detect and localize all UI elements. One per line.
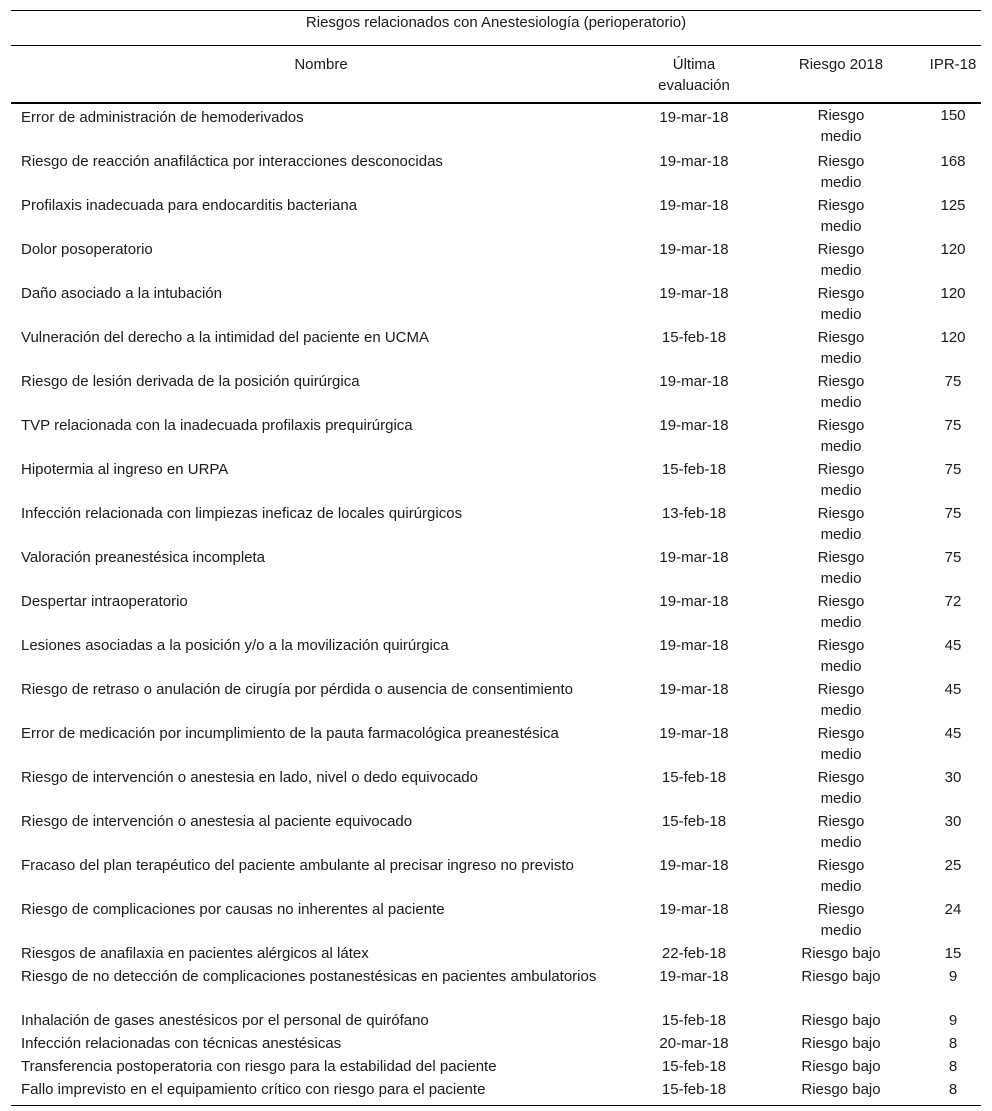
table-row (11, 1078, 981, 1106)
cell-name: Riesgo de intervención o anestesia al paciente equivocado (21, 813, 413, 830)
cell-ipr: 125 (940, 197, 966, 214)
cell-ipr: 120 (940, 285, 966, 302)
cell-ipr: 15 (944, 945, 962, 962)
cell-risk: Riesgo medio (817, 725, 865, 763)
cell-risk: Riesgo medio (817, 285, 865, 323)
table-row (11, 942, 981, 965)
header-last-evaluation: Última evaluación (631, 46, 757, 104)
cell-name: Vulneración del derecho a la intimidad del paciente en UCMA (21, 329, 430, 346)
cell-ipr: 30 (944, 813, 962, 830)
cell-name: Profilaxis inadecuada para endocarditis bacteriana (21, 197, 358, 214)
cell-last-evaluation: 19-mar-18 (659, 109, 729, 126)
cell-name: Riesgos de anafilaxia en pacientes alérgicos al látex (21, 945, 369, 962)
table-row (11, 678, 981, 722)
cell-risk: Riesgo medio (817, 417, 865, 455)
cell-last-evaluation: 19-mar-18 (659, 373, 729, 390)
cell-risk: Riesgo medio (817, 901, 865, 939)
cell-name: Inhalación de gases anestésicos por el personal de quirófano (21, 1012, 429, 1029)
table-row (11, 1032, 981, 1055)
cell-name: Transferencia postoperatoria con riesgo para la estabilidad del paciente (21, 1058, 497, 1075)
cell-last-evaluation: 19-mar-18 (659, 637, 729, 654)
risk-table (11, 10, 981, 1106)
cell-risk: Riesgo bajo (801, 1058, 881, 1075)
table-row (11, 1009, 981, 1032)
table-row (11, 546, 981, 590)
cell-name: Hipotermia al ingreso en URPA (21, 461, 229, 478)
cell-name: Lesiones asociadas a la posición y/o a la movilización quirúrgica (21, 637, 449, 654)
cell-last-evaluation: 19-mar-18 (659, 549, 729, 566)
cell-risk: Riesgo medio (817, 769, 865, 807)
cell-ipr: 30 (944, 769, 962, 786)
cell-ipr: 150 (940, 107, 966, 124)
cell-last-evaluation: 19-mar-18 (659, 901, 729, 918)
cell-risk: Riesgo medio (817, 681, 865, 719)
cell-name: Riesgo de lesión derivada de la posición quirúrgica (21, 373, 360, 390)
cell-name: Infección relacionada con limpiezas ineficaz de locales quirúrgicos (21, 505, 463, 522)
table-row (11, 414, 981, 458)
cell-name: Riesgo de intervención o anestesia en lado, nivel o dedo equivocado (21, 769, 478, 786)
cell-ipr: 25 (944, 857, 962, 874)
cell-ipr: 9 (948, 968, 958, 985)
table-row (11, 590, 981, 634)
cell-ipr: 120 (940, 241, 966, 258)
table-row (11, 238, 981, 282)
table-caption: Riesgos relacionados con Anestesiología (perioperatorio) (11, 11, 981, 46)
cell-name: Infección relacionadas con técnicas anestésicas (21, 1035, 342, 1052)
cell-ipr: 45 (944, 725, 962, 742)
cell-risk: Riesgo medio (817, 373, 865, 411)
cell-ipr: 75 (944, 461, 962, 478)
cell-last-evaluation: 19-mar-18 (659, 725, 729, 742)
table-row (11, 810, 981, 854)
table-row (11, 103, 981, 150)
cell-name: Riesgo de no detección de complicaciones postanestésicas en pacientes ambulatorios (21, 968, 597, 985)
cell-last-evaluation: 22-feb-18 (661, 945, 727, 962)
cell-last-evaluation: 15-feb-18 (661, 769, 727, 786)
table-row (11, 458, 981, 502)
cell-ipr: 24 (944, 901, 962, 918)
table-row (11, 722, 981, 766)
cell-name: Fallo imprevisto en el equipamiento crítico con riesgo para el paciente (11, 1078, 631, 1106)
cell-name: Error de administración de hemoderivados (21, 109, 304, 126)
cell-ipr: 8 (925, 1078, 981, 1106)
cell-risk: Riesgo bajo (801, 1012, 881, 1029)
cell-risk: Riesgo bajo (801, 968, 881, 985)
cell-last-evaluation: 15-feb-18 (661, 1058, 727, 1075)
cell-risk: Riesgo medio (817, 813, 865, 851)
cell-last-evaluation: 15-feb-18 (661, 329, 727, 346)
cell-ipr: 72 (944, 593, 962, 610)
cell-ipr: 8 (948, 1058, 958, 1075)
cell-name: Dolor posoperatorio (21, 241, 153, 258)
cell-last-evaluation: 19-mar-18 (659, 197, 729, 214)
header-row (11, 46, 981, 104)
cell-last-evaluation: 15-feb-18 (661, 1012, 727, 1029)
cell-risk: Riesgo medio (817, 197, 865, 235)
table-row (11, 634, 981, 678)
cell-risk: Riesgo medio (817, 153, 865, 191)
cell-risk: Riesgo bajo (757, 1078, 925, 1106)
table-row (11, 898, 981, 942)
cell-risk: Riesgo medio (817, 329, 865, 367)
cell-ipr: 45 (944, 637, 962, 654)
cell-name: Riesgo de retraso o anulación de cirugía por pérdida o ausencia de consentimiento (21, 681, 574, 698)
table-row (11, 965, 981, 1009)
cell-ipr: 75 (944, 549, 962, 566)
cell-last-evaluation: 19-mar-18 (659, 593, 729, 610)
cell-risk: Riesgo medio (817, 505, 865, 543)
header-risk-2018: Riesgo 2018 (757, 46, 925, 104)
cell-last-evaluation: 19-mar-18 (659, 681, 729, 698)
table-row (11, 766, 981, 810)
table-row (11, 282, 981, 326)
cell-risk: Riesgo medio (817, 549, 865, 587)
table-body (11, 103, 981, 1106)
cell-last-evaluation: 19-mar-18 (659, 153, 729, 170)
cell-ipr: 75 (944, 505, 962, 522)
cell-risk: Riesgo bajo (801, 945, 881, 962)
cell-name: TVP relacionada con la inadecuada profilaxis prequirúrgica (21, 417, 413, 434)
cell-name: Riesgo de complicaciones por causas no inherentes al paciente (21, 901, 445, 918)
cell-last-evaluation: 19-mar-18 (659, 968, 729, 985)
cell-risk: Riesgo medio (817, 241, 865, 279)
cell-last-evaluation: 15-feb-18 (661, 461, 727, 478)
table-row (11, 502, 981, 546)
cell-last-evaluation: 15-feb-18 (631, 1078, 757, 1106)
cell-last-evaluation: 13-feb-18 (661, 505, 727, 522)
table-row (11, 370, 981, 414)
risk-table-container (11, 10, 981, 1106)
cell-last-evaluation: 20-mar-18 (659, 1035, 729, 1052)
table-row (11, 854, 981, 898)
cell-ipr: 75 (944, 373, 962, 390)
cell-name: Daño asociado a la intubación (21, 285, 222, 302)
cell-last-evaluation: 19-mar-18 (659, 241, 729, 258)
cell-risk: Riesgo medio (817, 107, 865, 145)
table-row (11, 194, 981, 238)
table-row (11, 326, 981, 370)
header-ipr-18: IPR-18 (925, 46, 981, 104)
cell-name: Fracaso del plan terapéutico del paciente ambulante al precisar ingreso no previsto (21, 857, 574, 874)
cell-last-evaluation: 15-feb-18 (661, 813, 727, 830)
cell-last-evaluation: 19-mar-18 (659, 285, 729, 302)
cell-risk: Riesgo medio (817, 461, 865, 499)
cell-risk: Riesgo bajo (801, 1035, 881, 1052)
table-row (11, 150, 981, 194)
cell-ipr: 45 (944, 681, 962, 698)
cell-ipr: 9 (948, 1012, 958, 1029)
cell-last-evaluation: 19-mar-18 (659, 417, 729, 434)
table-row (11, 1055, 981, 1078)
cell-name: Despertar intraoperatorio (21, 593, 188, 610)
cell-name: Error de medicación por incumplimiento de la pauta farmacológica preanestésica (21, 725, 559, 742)
cell-ipr: 75 (944, 417, 962, 434)
cell-ipr: 120 (940, 329, 966, 346)
cell-ipr: 8 (948, 1035, 958, 1052)
cell-last-evaluation: 19-mar-18 (659, 857, 729, 874)
cell-name: Riesgo de reacción anafiláctica por interacciones desconocidas (21, 153, 443, 170)
cell-risk: Riesgo medio (817, 637, 865, 675)
header-name: Nombre (11, 46, 631, 104)
cell-name: Valoración preanestésica incompleta (21, 549, 266, 566)
cell-ipr: 168 (940, 153, 966, 170)
cell-risk: Riesgo medio (817, 857, 865, 895)
cell-risk: Riesgo medio (817, 593, 865, 631)
